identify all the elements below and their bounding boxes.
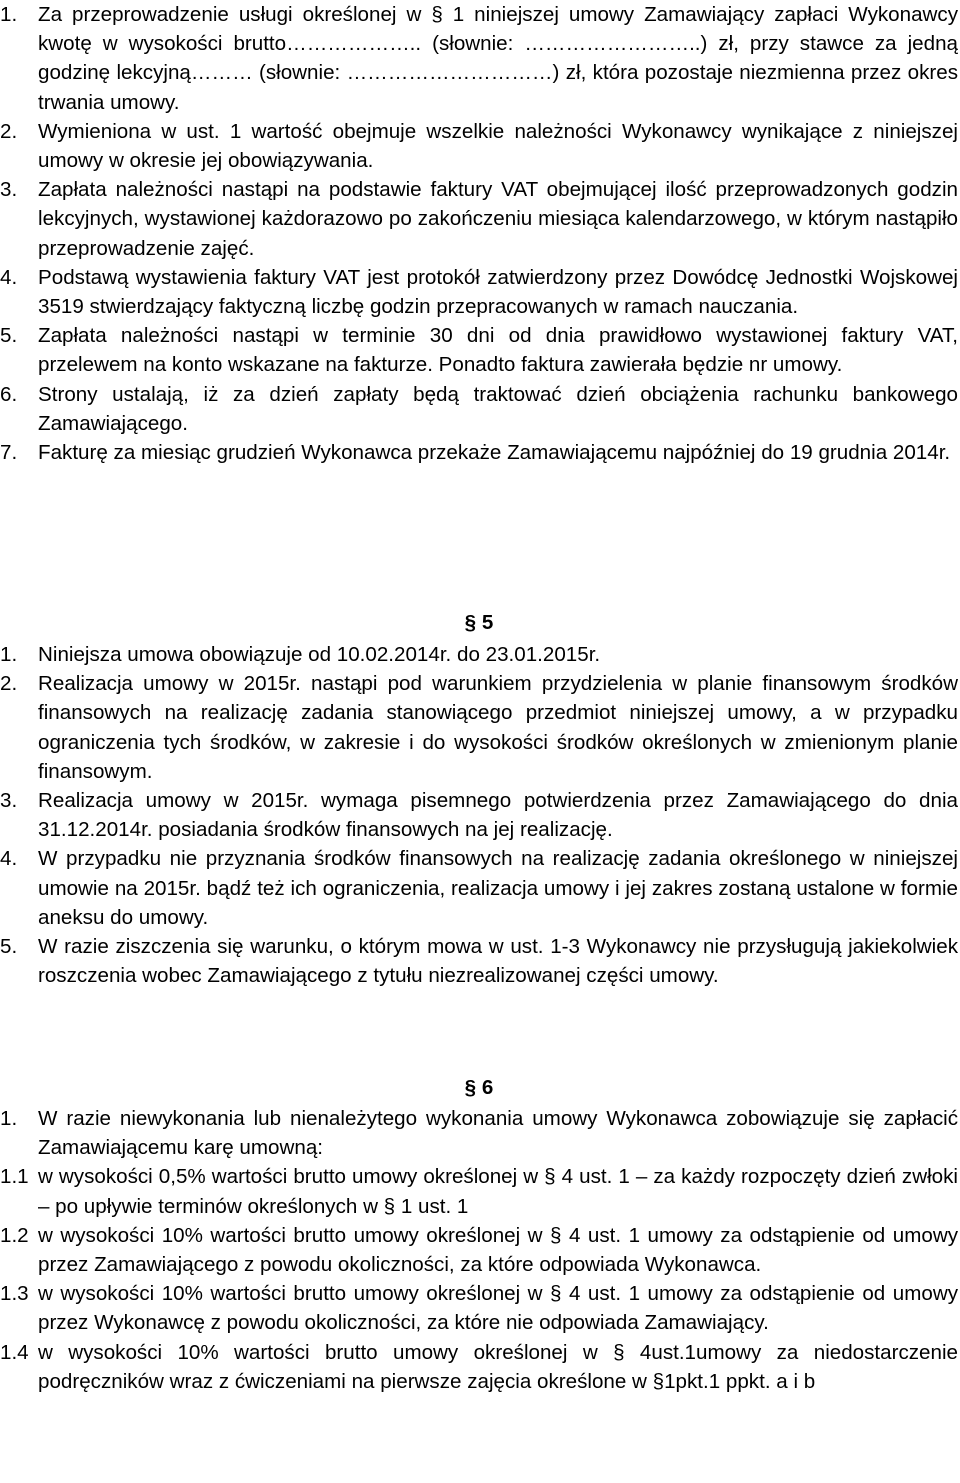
item-number: 1.3 [0, 1282, 29, 1306]
item-text: Niniejsza umowa obowiązuje od 10.02.2014r. do 23.01.2015r. [38, 643, 601, 666]
item-text: w wysokości 10% wartości brutto umowy określonej w § 4 ust. 1 umowy za odstąpienie od umowy przez Zamawiającego z powodu okoliczności, za które odpowiada Wykonawca. [38, 1223, 958, 1277]
list-item [0, 1279, 958, 1337]
item-number: 6. [0, 382, 18, 406]
list-item [0, 1104, 958, 1162]
section-5-list [0, 640, 958, 990]
item-number: 2. [0, 119, 18, 143]
item-number: 1. [0, 3, 18, 26]
list-item [0, 380, 958, 438]
item-text: Za przeprowadzenie usługi określonej w § 1 niniejszej umowy Zamawiający zapłaci Wykonawcy kwotę w wysokości brutto……………….. (słownie: ……………………..) zł, przy stawce za jedną godzinę lekcyjną……… (słownie: …………………………) zł, która pozostaje niezmienna przez okres trwania umowy. [38, 3, 958, 114]
item-text: W przypadku nie przyznania środków finansowych na realizację zadania określonego w niniejszej umowie na 2015r. bądź też ich ograniczenia, realizacja umowy i jej zakres zostaną ustalone w formie aneksu do umowy. [38, 847, 958, 929]
section-6-list [0, 1104, 958, 1396]
list-item [0, 0, 958, 117]
list-item [0, 786, 958, 844]
item-text: Fakturę za miesiąc grudzień Wykonawca przekaże Zamawiającemu najpóźniej do 19 grudnia 2014r. [38, 441, 951, 465]
item-number: 3. [0, 789, 18, 813]
item-number: 4. [0, 847, 18, 871]
item-text: w wysokości 10% wartości brutto umowy określonej w § 4ust.1umowy za niedostarczenie podręczników wraz z ćwiczeniami na pierwsze zajęcia określone w §1pkt.1 ppkt. a i b [38, 1340, 958, 1393]
section-6-heading: § 6 [464, 1076, 494, 1099]
item-number: 1. [0, 643, 18, 666]
item-number: 3. [0, 178, 18, 202]
item-text: w wysokości 0,5% wartości brutto umowy określonej w § 4 ust. 1 – za każdy rozpoczęty dzień zwłoki – po upływie terminów określonych w § 1 ust. 1 [38, 1165, 958, 1218]
list-item [0, 932, 958, 990]
item-text: W razie niewykonania lub nienależytego wykonania umowy Wykonawca zobowiązuje się zapłacić Zamawiającemu karę umowną: [38, 1107, 958, 1160]
item-text: Zapłata należności nastąpi w terminie 30 dni od dnia prawidłowo wystawionej faktury VAT, przelewem na konto wskazane na fakturze. Ponadto faktura zawierała będzie nr umowy. [38, 324, 958, 377]
list-item [0, 1221, 958, 1279]
list-item [0, 321, 958, 379]
item-number: 2. [0, 672, 18, 696]
item-text: Wymieniona w ust. 1 wartość obejmuje wszelkie należności Wykonawcy wynikające z niniejszej umowy w okresie jej obowiązywania. [38, 119, 958, 173]
section-5-heading: § 5 [464, 611, 494, 634]
item-text: W razie ziszczenia się warunku, o którym mowa w ust. 1-3 Wykonawcy nie przysługują jakiekolwiek roszczenia wobec Zamawiającego z tytułu niezrealizowanej części umowy. [38, 935, 958, 988]
item-number: 1.1 [0, 1165, 29, 1189]
list-item [0, 1338, 958, 1396]
list-item [0, 669, 958, 786]
item-number: 5. [0, 324, 18, 348]
list-item [0, 640, 958, 669]
item-text: w wysokości 10% wartości brutto umowy określonej w § 4 ust. 1 umowy za odstąpienie od umowy przez Wykonawcę z powodu okoliczności, za które nie odpowiada Zamawiający. [38, 1282, 958, 1335]
list-item [0, 117, 958, 175]
item-number: 1.2 [0, 1223, 29, 1247]
list-item [0, 844, 958, 932]
item-text: Realizacja umowy w 2015r. wymaga pisemnego potwierdzenia przez Zamawiającego do dnia 31.12.2014r. posiadania środków finansowych na jej realizację. [38, 789, 958, 842]
item-text: Strony ustalają, iż za dzień zapłaty będą traktować dzień obciążenia rachunku bankowego Zamawiającego. [38, 382, 958, 435]
item-text: Podstawą wystawienia faktury VAT jest protokół zatwierdzony przez Dowódcę Jednostki Wojskowej 3519 stwierdzający faktyczną liczbę godzin przepracowanych w ramach nauczania. [38, 265, 958, 319]
item-text: Realizacja umowy w 2015r. nastąpi pod warunkiem przydzielenia w planie finansowym środków finansowych na realizację zadania stanowiącego przedmiot niniejszej umowy, a w przypadku ograniczenia tych środków, w zakresie i do wysokości środków określonych w zmienionym planie finansowym. [38, 672, 958, 783]
item-number: 1. [0, 1107, 18, 1130]
item-number: 5. [0, 935, 18, 959]
item-text: Zapłata należności nastąpi na podstawie faktury VAT obejmującej ilość przeprowadzonych godzin lekcyjnych, wystawionej każdorazowo po zakończeniu miesiąca kalendarzowego, w którym nastąpiło przeprowadzenie zajęć. [38, 178, 958, 260]
list-item [0, 438, 958, 467]
item-number: 4. [0, 265, 18, 289]
list-item [0, 175, 958, 263]
section-4-list [0, 0, 958, 467]
list-item [0, 263, 958, 321]
item-number: 1.4 [0, 1340, 29, 1364]
list-item [0, 1162, 958, 1220]
item-number: 7. [0, 441, 18, 465]
